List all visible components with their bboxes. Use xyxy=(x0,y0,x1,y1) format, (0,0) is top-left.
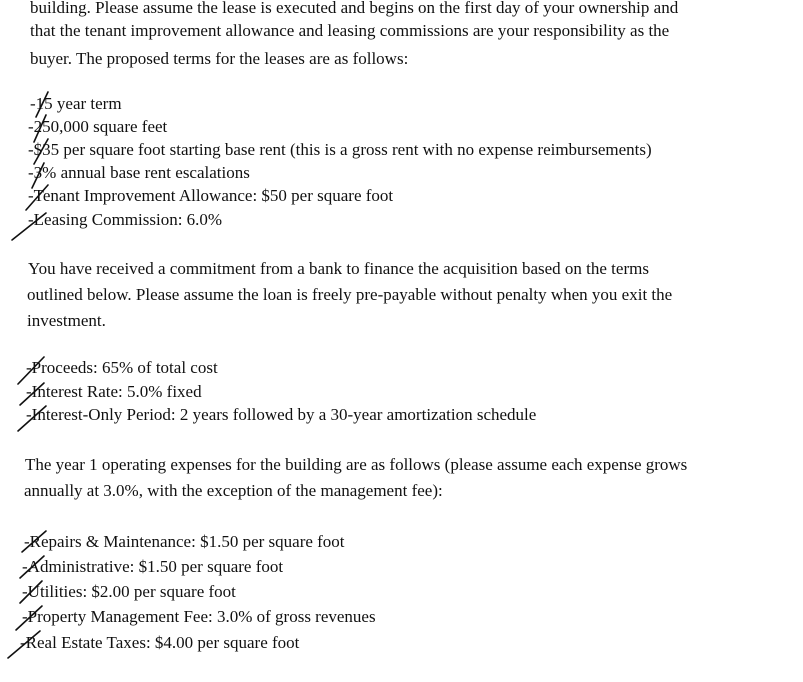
lease-term-item: -Leasing Commission: 6.0% xyxy=(28,210,223,229)
lease-term-item: -250,000 square feet xyxy=(28,117,168,136)
paragraph2-line-2: outlined below. Please assume the loan is freely pre-payable without penalty when you exit the xyxy=(27,285,673,304)
lease-term-item: -$35 per square foot starting base rent (this is a gross rent with no expense reimbursements) xyxy=(28,140,652,159)
expense-item: -Real Estate Taxes: $4.00 per square foot xyxy=(20,633,300,652)
lease-term-item: -Tenant Improvement Allowance: $50 per square foot xyxy=(28,186,394,205)
paragraph1-line-1: building. Please assume the lease is executed and begins on the first day of your ownership and xyxy=(30,0,679,17)
expense-item: -Property Management Fee: 3.0% of gross revenues xyxy=(22,607,376,626)
paragraph3-line-2: annually at 3.0%, with the exception of the management fee): xyxy=(24,481,443,500)
paragraph1-line-2: that the tenant improvement allowance and leasing commissions are your responsibility as the xyxy=(30,21,670,40)
loan-term-item: -Proceeds: 65% of total cost xyxy=(26,358,218,377)
expense-item: -Administrative: $1.50 per square foot xyxy=(22,557,284,576)
loan-term-item: -Interest Rate: 5.0% fixed xyxy=(26,382,202,401)
paragraph3-line-1: The year 1 operating expenses for the building are as follows (please assume each expense grows xyxy=(25,455,688,474)
expense-item: -Repairs & Maintenance: $1.50 per square foot xyxy=(24,532,345,551)
lease-term-item: -15 year term xyxy=(30,94,122,113)
loan-term-item: -Interest-Only Period: 2 years followed by a 30-year amortization schedule xyxy=(26,405,537,424)
paragraph2-line-3: investment. xyxy=(27,311,106,330)
paragraph1-line-3: buyer. The proposed terms for the leases are as follows: xyxy=(30,49,409,68)
expense-item: -Utilities: $2.00 per square foot xyxy=(22,582,236,601)
paragraph2-line-1: You have received a commitment from a bank to finance the acquisition based on the terms xyxy=(28,259,649,278)
lease-term-item: -3% annual base rent escalations xyxy=(28,163,250,182)
